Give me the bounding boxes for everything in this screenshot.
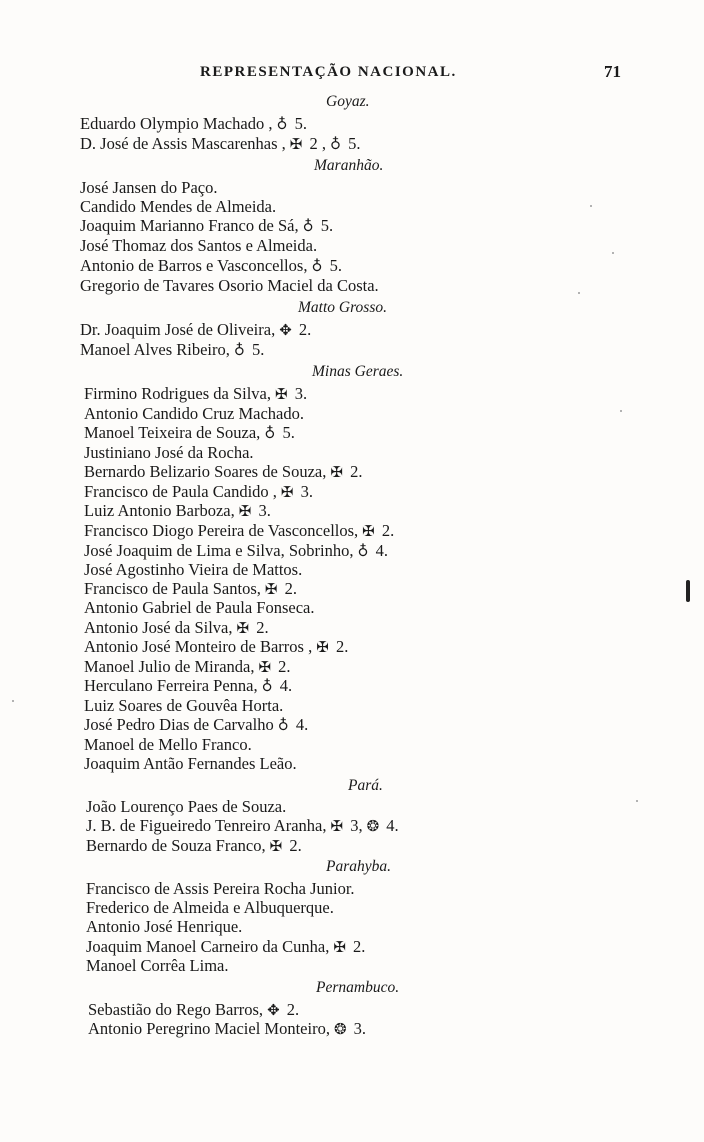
entry-line xyxy=(84,637,348,658)
entry-line xyxy=(84,541,388,562)
entry-grade: 4. xyxy=(291,715,309,734)
entry-name: João Lourenço Paes de Souza. xyxy=(86,797,287,816)
cross-insignia-icon: ✠ xyxy=(258,660,272,676)
entry-grade: 2. xyxy=(282,1000,300,1019)
entry-name: Dr. Joaquim José de Oliveira, xyxy=(80,320,276,339)
entry-grade: 3. xyxy=(349,1019,367,1038)
entry-line xyxy=(84,462,362,483)
entry-grade: 2. xyxy=(294,320,312,339)
entry-line xyxy=(80,236,317,256)
entry-line xyxy=(80,216,333,237)
entry-line xyxy=(80,197,276,217)
entry-name: Antonio José da Silva, xyxy=(84,618,233,637)
cross-insignia-icon: ✥ xyxy=(267,1003,280,1019)
entry-grade: 5. xyxy=(290,114,307,133)
entry-line xyxy=(84,754,297,774)
paper-speck xyxy=(612,252,614,254)
entry-name: José Pedro Dias de Carvalho xyxy=(84,715,274,734)
section-heading-matto-grosso: Matto Grosso. xyxy=(298,299,387,316)
entry-line xyxy=(88,1019,366,1040)
order-insignia-icon: ♁ xyxy=(329,137,341,153)
entry-name: Francisco de Paula Santos, xyxy=(84,579,261,598)
cross-insignia-icon: ✠ xyxy=(269,839,283,855)
entry-name: Manoel Julio de Miranda, xyxy=(84,657,255,676)
entry-line xyxy=(80,276,379,296)
entry-line xyxy=(84,598,314,618)
entry-line xyxy=(84,579,297,600)
entry-line xyxy=(84,676,292,697)
entry-name: J. B. de Figueiredo Tenreiro Aranha, xyxy=(86,816,327,835)
entry-grade: 4. xyxy=(275,676,293,695)
section-heading-para: Pará. xyxy=(348,777,383,794)
medal-insignia-icon: ❂ xyxy=(333,1022,347,1038)
entry-line xyxy=(84,404,304,424)
order-insignia-icon: ♁ xyxy=(357,544,369,560)
section-heading-goyaz: Goyaz. xyxy=(326,93,370,110)
entry-grade: 5. xyxy=(247,340,265,359)
page-edge-mark xyxy=(686,580,690,602)
entry-line xyxy=(86,836,302,857)
entry-name: Antonio Peregrino Maciel Monteiro, xyxy=(88,1019,330,1038)
entry-grade: 3. xyxy=(254,501,271,520)
entry-line xyxy=(84,482,313,503)
entry-name: Firmino Rodrigues da Silva, xyxy=(84,384,271,403)
section-heading-parahyba: Parahyba. xyxy=(326,858,392,875)
entry-name: D. José de Assis Mascarenhas , xyxy=(80,134,286,153)
cross-insignia-icon: ✠ xyxy=(280,485,294,501)
entry-name: Manoel Corrêa Lima. xyxy=(86,956,229,975)
entry-name: Candido Mendes de Almeida. xyxy=(80,197,277,216)
entry-line xyxy=(84,384,307,405)
entry-name: Bernardo Belizario Soares de Souza, xyxy=(84,462,327,481)
entry-name: Antonio José Monteiro de Barros , xyxy=(84,637,313,656)
entry-grade: 2. xyxy=(348,937,366,956)
order-insignia-icon: ♁ xyxy=(276,117,288,133)
section-heading-maranhao: Maranhão. xyxy=(314,157,384,174)
medal-insignia-icon: ❂ xyxy=(366,819,380,835)
entry-name: Antonio de Barros e Vasconcellos, xyxy=(80,256,308,275)
entry-grade: 5. xyxy=(278,423,295,442)
entry-line xyxy=(80,178,217,198)
cross-insignia-icon: ✠ xyxy=(289,137,303,153)
entry-name: Manoel Teixeira de Souza, xyxy=(84,423,261,442)
section-heading-pernambuco: Pernambuco. xyxy=(316,979,400,996)
section-heading-minas-geraes: Minas Geraes. xyxy=(312,363,404,380)
entry-line xyxy=(84,715,308,736)
running-title: REPRESENTAÇÃO NACIONAL. xyxy=(200,64,457,80)
entry-name: Joaquim Manoel Carneiro da Cunha, xyxy=(86,937,330,956)
entry-name: Gregorio de Tavares Osorio Maciel da Costa. xyxy=(80,276,379,295)
order-insignia-icon: ♁ xyxy=(233,343,245,359)
entry-line xyxy=(80,114,307,135)
entry-line xyxy=(84,560,302,580)
entry-grade: 2. xyxy=(345,462,363,481)
entry-grade: 5. xyxy=(325,256,342,275)
entry-grade: 2. xyxy=(252,618,269,637)
entry-name: José Joaquim de Lima e Silva, Sobrinho, xyxy=(84,541,354,560)
entry-line xyxy=(84,423,295,444)
entry-grade: 2. xyxy=(285,836,302,855)
entry-line xyxy=(84,501,271,522)
entry-line xyxy=(84,443,254,463)
entry-name: Francisco de Assis Pereira Rocha Junior. xyxy=(86,879,355,898)
paper-speck xyxy=(636,800,638,802)
entry-name: Herculano Ferreira Penna, xyxy=(84,676,258,695)
entry-line xyxy=(80,340,264,361)
entry-line xyxy=(86,879,355,899)
entry-line xyxy=(80,256,342,277)
cross-insignia-icon: ✠ xyxy=(362,524,375,540)
entry-name: Manoel Alves Ribeiro, xyxy=(80,340,230,359)
entry-grade: 3. xyxy=(290,384,308,403)
cross-insignia-icon: ✠ xyxy=(264,582,278,598)
entry-grade: 5. xyxy=(316,216,334,235)
entry-line xyxy=(84,696,283,716)
cross-insignia-icon: ✠ xyxy=(238,504,252,520)
entry-grade: 3. xyxy=(296,482,313,501)
entry-line xyxy=(86,937,365,958)
entry-name: José Thomaz dos Santos e Almeida. xyxy=(80,236,318,255)
entry-name: Francisco de Paula Candido , xyxy=(84,482,277,501)
entry-name: Manoel de Mello Franco. xyxy=(84,735,252,754)
entry-name: Sebastião do Rego Barros, xyxy=(88,1000,264,1019)
entry-line xyxy=(86,898,334,918)
entry-line xyxy=(84,657,291,678)
entry-grade: 4. xyxy=(371,541,388,560)
entry-grade: 2. xyxy=(377,521,395,540)
entry-name: Antonio Candido Cruz Machado. xyxy=(84,404,304,423)
order-insignia-icon: ♁ xyxy=(277,718,289,734)
entry-line xyxy=(84,618,269,639)
entry-grade: 2. xyxy=(274,657,291,676)
entry-grade: 2. xyxy=(280,579,297,598)
cross-insignia-icon: ✠ xyxy=(316,640,329,656)
entry-name: Antonio José Henrique. xyxy=(86,917,243,936)
page-number: 71 xyxy=(604,62,621,81)
entry-name: Joaquim Marianno Franco de Sá, xyxy=(80,216,299,235)
entry-name: Joaquim Antão Fernandes Leão. xyxy=(84,754,297,773)
entry-line xyxy=(86,917,242,937)
entry-name: Francisco Diogo Pereira de Vasconcellos, xyxy=(84,521,359,540)
entry-name: José Agostinho Vieira de Mattos. xyxy=(84,560,303,579)
order-insignia-icon: ♁ xyxy=(311,259,323,275)
entry-line xyxy=(86,816,399,837)
entry-line xyxy=(86,956,229,976)
entry-name: Eduardo Olympio Machado , xyxy=(80,114,273,133)
cross-insignia-icon: ✥ xyxy=(279,323,292,339)
entry-grade: 4. xyxy=(382,816,399,835)
order-insignia-icon: ♁ xyxy=(261,679,273,695)
paper-speck xyxy=(590,205,592,207)
entry-line xyxy=(80,134,360,155)
entry-name: Luiz Soares de Gouvêa Horta. xyxy=(84,696,284,715)
entry-line xyxy=(84,735,252,755)
entry-line xyxy=(86,797,286,817)
entry-grade: 3, xyxy=(346,816,363,835)
cross-insignia-icon: ✠ xyxy=(333,940,346,956)
entry-name: Antonio Gabriel de Paula Fonseca. xyxy=(84,598,315,617)
entry-line xyxy=(84,521,394,542)
paper-speck xyxy=(620,410,622,412)
order-insignia-icon: ♁ xyxy=(302,219,314,235)
paper-speck xyxy=(12,700,14,702)
cross-insignia-icon: ✠ xyxy=(275,387,288,403)
cross-insignia-icon: ✠ xyxy=(330,465,343,481)
entry-name: Frederico de Almeida e Albuquerque. xyxy=(86,898,334,917)
entry-name: Luiz Antonio Barboza, xyxy=(84,501,235,520)
entry-grade: 2 , xyxy=(305,134,326,153)
entry-name: Bernardo de Souza Franco, xyxy=(86,836,266,855)
entry-line xyxy=(80,320,311,341)
entry-grade: 5. xyxy=(343,134,361,153)
entry-name: José Jansen do Paço. xyxy=(80,178,218,197)
cross-insignia-icon: ✠ xyxy=(236,621,250,637)
cross-insignia-icon: ✠ xyxy=(330,819,344,835)
paper-speck xyxy=(578,292,580,294)
entry-name: Justiniano José da Rocha. xyxy=(84,443,254,462)
entry-line xyxy=(88,1000,299,1021)
order-insignia-icon: ♁ xyxy=(264,426,276,442)
entry-grade: 2. xyxy=(331,637,349,656)
